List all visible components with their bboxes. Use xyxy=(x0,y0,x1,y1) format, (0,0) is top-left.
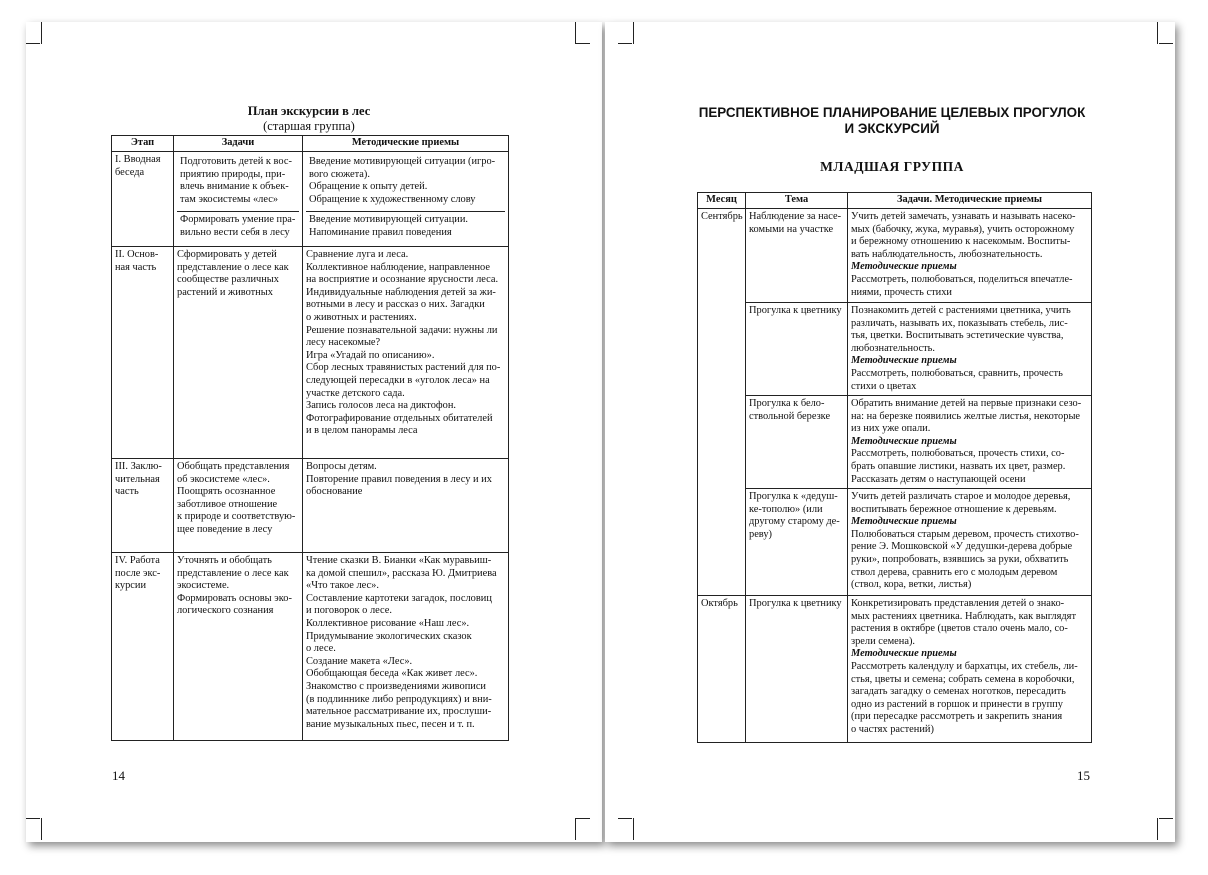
text-line: (ствол, кора, ветки, листья) xyxy=(851,579,972,591)
text-line: мательное рассматривание их, прослуши- xyxy=(306,706,492,718)
topic-cell xyxy=(746,396,848,489)
text-line: курсии xyxy=(115,580,147,592)
tasks-methods-cell xyxy=(848,396,1092,489)
page-number-right: 15 xyxy=(1077,768,1090,783)
right-page-heading xyxy=(680,105,1104,137)
methods-label: Методические приемы xyxy=(851,355,957,367)
text-line: растения в октябре (цветов стало очень мало, со- xyxy=(851,623,1068,635)
methods-label: Методические приемы xyxy=(851,435,957,447)
text-line: III. Заклю- xyxy=(115,461,162,472)
text-line: (в подлиннике либо репродукциях) и вни- xyxy=(306,693,492,705)
text-line: другому старому де- xyxy=(749,516,840,528)
text-line: чительная xyxy=(115,473,160,485)
column-header-methods: Методические приемы xyxy=(303,136,509,152)
excursion-plan-table xyxy=(111,135,509,741)
tasks-methods-cell xyxy=(848,303,1092,396)
text-line: мых растениях цветника. Наблюдать, как выглядят xyxy=(851,610,1077,622)
methods-cell xyxy=(303,152,509,247)
text-line: тья, цветки. Воспитывать эстетические чувства, xyxy=(851,330,1064,342)
text-line: различать, называть их, показывать стебель, лис- xyxy=(851,317,1068,329)
text-line: после экс- xyxy=(115,567,161,579)
cell-section xyxy=(177,154,299,211)
text-line: Придумывание экологических сказок xyxy=(306,630,472,642)
text-line: ниями, прочесть стихи xyxy=(851,286,952,298)
crop-mark xyxy=(576,43,590,44)
text-line: Прогулка к цветнику xyxy=(749,305,842,316)
text-line: приятию природы, при- xyxy=(180,168,286,180)
crop-mark xyxy=(1157,22,1158,44)
text-line: сообществе различных xyxy=(177,274,279,286)
text-line: Учить детей замечать, узнавать и называть насеко- xyxy=(851,211,1076,222)
text-line: Обратить внимание детей на первые признаки сезо- xyxy=(851,398,1082,409)
text-line: вого сюжета). xyxy=(309,168,370,180)
text-line: логического сознания xyxy=(177,605,274,617)
text-line: Рассмотреть календулу и бархатцы, их стебель, ли- xyxy=(851,660,1078,672)
methods-label: Методические приемы xyxy=(851,648,957,660)
crop-mark xyxy=(41,818,42,840)
text-line: там экосистемы «лес» xyxy=(180,193,279,205)
text-line: Индивидуальные наблюдения детей за жи- xyxy=(306,286,496,298)
text-line: вильно вести себя в лесу xyxy=(180,226,290,238)
text-line: Формировать основы эко- xyxy=(177,592,292,604)
methods-label: Методические приемы xyxy=(851,261,957,273)
topic-cell xyxy=(746,489,848,596)
cell-section xyxy=(306,211,505,239)
text-line: Решение познавательной задачи: нужны ли xyxy=(306,324,498,336)
text-line: экосистеме. xyxy=(177,580,230,592)
table-row xyxy=(112,247,509,459)
methods-label: Методические приемы xyxy=(851,516,957,528)
text-line: ке-тополю» (или xyxy=(749,503,823,515)
walks-planning-table xyxy=(697,192,1092,743)
table-row xyxy=(112,459,509,553)
text-line: о частях растений) xyxy=(851,723,934,735)
cell-section xyxy=(306,154,505,211)
text-line: воспитывать бережное отношение к деревьям. xyxy=(851,503,1057,515)
text-line: любознательность. xyxy=(851,342,936,354)
crop-mark xyxy=(618,43,632,44)
text-line: стья, цветы и семена; собрать семена в коробочки, xyxy=(851,673,1075,685)
text-line: Рассмотреть, полюбоваться, прочесть стихи, со- xyxy=(851,448,1065,460)
text-line: Прогулка к бело- xyxy=(749,398,825,409)
topic-cell xyxy=(746,303,848,396)
crop-mark xyxy=(26,818,40,819)
month-label: Октябрь xyxy=(701,598,738,609)
crop-mark xyxy=(633,818,634,840)
left-page-subtitle: (старшая группа) xyxy=(263,119,355,133)
heading-line: ПЕРСПЕКТИВНОЕ ПЛАНИРОВАНИЕ ЦЕЛЕВЫХ ПРОГУЛОК xyxy=(698,105,1086,120)
tasks-methods-cell xyxy=(848,489,1092,596)
tasks-methods-cell xyxy=(848,209,1092,303)
column-header-tasks: Задачи xyxy=(174,136,303,152)
text-line: Рассмотреть, полюбоваться, поделиться впечатле- xyxy=(851,273,1073,285)
text-line: ка домой спешил», рассказа Ю. Дмитриева xyxy=(306,567,497,579)
column-header-topic: Тема xyxy=(746,193,848,209)
text-line: Создание макета «Лес». xyxy=(306,655,413,667)
text-line: Рассмотреть, полюбоваться, сравнить, прочесть xyxy=(851,367,1063,379)
text-line: Уточнять и обобщать xyxy=(177,555,272,566)
text-line: вание музыкальных пьес, песен и т. п. xyxy=(306,718,475,730)
text-line: Обобщающая беседа «Как живет лес». xyxy=(306,668,478,680)
text-line: и в целом панорамы леса xyxy=(306,425,418,437)
tasks-cell xyxy=(174,152,303,247)
crop-mark xyxy=(576,818,590,819)
text-line: заботливое отношение xyxy=(177,498,278,510)
stage-cell xyxy=(112,459,174,553)
text-line: Знакомство с произведениями живописи xyxy=(306,680,486,692)
month-label: Сентябрь xyxy=(701,211,743,222)
table-row xyxy=(698,489,1092,596)
text-line: комыми на участке xyxy=(749,223,834,235)
text-line: одно из растений в горшок и принести в группу xyxy=(851,698,1063,710)
text-line: брать опавшие листики, назвать их цвет, размер. xyxy=(851,460,1066,472)
text-line: об экосистеме «лес». xyxy=(177,473,270,485)
group-title: МЛАДШАЯ ГРУППА xyxy=(820,159,964,174)
crop-mark xyxy=(1159,818,1173,819)
crop-mark xyxy=(1159,43,1173,44)
text-line: руки», попробовать, взявшись за руки, обхватить xyxy=(851,553,1069,565)
text-line: представление о лесе как xyxy=(177,567,289,579)
stage-cell xyxy=(112,553,174,741)
text-line: рение Э. Мошковской «У дедушки-дерева добрые xyxy=(851,541,1073,553)
tasks-methods-cell xyxy=(848,596,1092,743)
text-line: на: на березке появились желтые листья, некоторые xyxy=(851,410,1081,422)
topic-cell xyxy=(746,596,848,743)
month-cell xyxy=(698,596,746,743)
text-line: вать наблюдательность, любознательность. xyxy=(851,248,1043,260)
stage-cell xyxy=(112,247,174,459)
text-line: загадать загадку о семенах ноготков, пересадить xyxy=(851,686,1066,698)
text-line: Коллективное наблюдение, направленное xyxy=(306,261,490,273)
text-line: Обращение к опыту детей. xyxy=(309,181,428,193)
text-line: (при пересадке рассмотреть и закрепить знания xyxy=(851,711,1063,723)
text-line: I. Вводная xyxy=(115,154,161,165)
text-line: Напоминание правил поведения xyxy=(309,226,452,238)
text-line: II. Основ- xyxy=(115,249,159,260)
text-line: Коллективное рисование «Наш лес». xyxy=(306,617,470,629)
text-line: и поговорок о лесе. xyxy=(306,605,392,617)
crop-mark xyxy=(575,818,576,840)
text-line: участке детского сада. xyxy=(306,387,405,399)
left-page-title: План экскурсии в лес xyxy=(247,104,371,118)
text-line: ная часть xyxy=(115,261,157,273)
table-row xyxy=(698,596,1092,743)
page-number-left: 14 xyxy=(112,768,125,783)
stage-cell xyxy=(112,152,174,247)
text-line: обоснование xyxy=(306,486,363,498)
text-line: зрели семена). xyxy=(851,635,916,647)
text-line: Обобщать представления xyxy=(177,461,290,472)
heading-line: И ЭКСКУРСИЙ xyxy=(844,121,940,136)
text-line: влечь внимание к объек- xyxy=(180,181,289,193)
text-line: о лесе. xyxy=(306,643,336,655)
text-line: Обращение к художественному слову xyxy=(309,193,476,205)
text-line: Составление картотеки загадок, пословиц xyxy=(306,592,492,604)
text-line: «Что такое лес». xyxy=(306,580,379,592)
text-line: ствольной березке xyxy=(749,410,831,422)
text-line: Познакомить детей с растениями цветника, учить xyxy=(851,305,1071,316)
text-line: представление о лесе как xyxy=(177,261,289,273)
text-line: Поощрять осознанное xyxy=(177,486,276,498)
text-line: лесу насекомые? xyxy=(306,337,381,349)
text-line: Прогулка к «дедуш- xyxy=(749,491,838,502)
table-row xyxy=(698,209,1092,303)
column-header-month: Месяц xyxy=(698,193,746,209)
table-row xyxy=(698,396,1092,489)
text-line: Запись голосов леса на диктофон. xyxy=(306,400,456,412)
text-line: к природе и соответствую- xyxy=(177,511,296,523)
table-row xyxy=(698,303,1092,396)
column-header-tasks-methods: Задачи. Методические приемы xyxy=(848,193,1092,209)
text-line: на восприятие и осознание ярусности леса. xyxy=(306,274,499,286)
crop-mark xyxy=(26,43,40,44)
crop-mark xyxy=(618,818,632,819)
text-line: вотными в лесу и рассказ о них. Загадки xyxy=(306,299,485,311)
crop-mark xyxy=(1157,818,1158,840)
tasks-cell xyxy=(174,247,303,459)
tasks-cell xyxy=(174,553,303,741)
topic-cell xyxy=(746,209,848,303)
table-row xyxy=(112,553,509,741)
text-line: следующей пересадки в «уголок леса» на xyxy=(306,374,490,386)
text-line: ствол дерева, сравнить его с молодым деревом xyxy=(851,566,1058,578)
table-row xyxy=(112,152,509,247)
text-line: Формировать умение пра- xyxy=(180,214,296,225)
text-line: Подготовить детей к вос- xyxy=(180,156,292,167)
text-line: мых (бабочку, жука, муравья), учить осторожному xyxy=(851,223,1075,235)
text-line: реву) xyxy=(749,528,773,540)
text-line: Фотографирование отдельных обитателей xyxy=(306,412,493,424)
methods-cell xyxy=(303,553,509,741)
text-line: Наблюдение за насе- xyxy=(749,211,842,222)
crop-mark xyxy=(633,22,634,44)
text-line: IV. Работа xyxy=(115,555,160,566)
crop-mark xyxy=(575,22,576,44)
text-line: Игра «Угадай по описанию». xyxy=(306,349,435,361)
tasks-cell xyxy=(174,459,303,553)
text-line: Сравнение луга и леса. xyxy=(306,249,409,260)
text-line: о животных и растениях. xyxy=(306,311,417,323)
text-line: Учить детей различать старое и молодое деревья, xyxy=(851,491,1071,502)
text-line: Повторение правил поведения в лесу и их xyxy=(306,473,492,485)
methods-cell xyxy=(303,247,509,459)
text-line: Введение мотивирующей ситуации. xyxy=(309,214,468,225)
column-header-stage: Этап xyxy=(112,136,174,152)
text-line: из них уже опали. xyxy=(851,423,931,435)
text-line: растений и животных xyxy=(177,286,273,298)
text-line: Вопросы детям. xyxy=(306,461,377,472)
text-line: и бережному отношению к насекомым. Воспиты- xyxy=(851,236,1071,248)
text-line: Сбор лесных травянистых растений для по- xyxy=(306,362,501,374)
month-cell xyxy=(698,209,746,596)
text-line: Рассказать детям о наступающей осени xyxy=(851,473,1026,485)
text-line: часть xyxy=(115,486,139,498)
methods-cell xyxy=(303,459,509,553)
text-line: Прогулка к цветнику xyxy=(749,598,842,609)
text-line: Полюбоваться старым деревом, прочесть стихотво- xyxy=(851,528,1079,540)
text-line: Введение мотивирующей ситуации (игро- xyxy=(309,156,496,167)
text-line: Сформировать у детей xyxy=(177,249,277,260)
text-line: Конкретизировать представления детей о знако- xyxy=(851,598,1065,609)
text-line: Чтение сказки В. Бианки «Как муравьиш- xyxy=(306,555,492,566)
text-line: щее поведение в лесу xyxy=(177,523,273,535)
cell-section xyxy=(177,211,299,239)
text-line: беседа xyxy=(115,166,145,178)
crop-mark xyxy=(41,22,42,44)
text-line: стихи о цветах xyxy=(851,380,917,392)
